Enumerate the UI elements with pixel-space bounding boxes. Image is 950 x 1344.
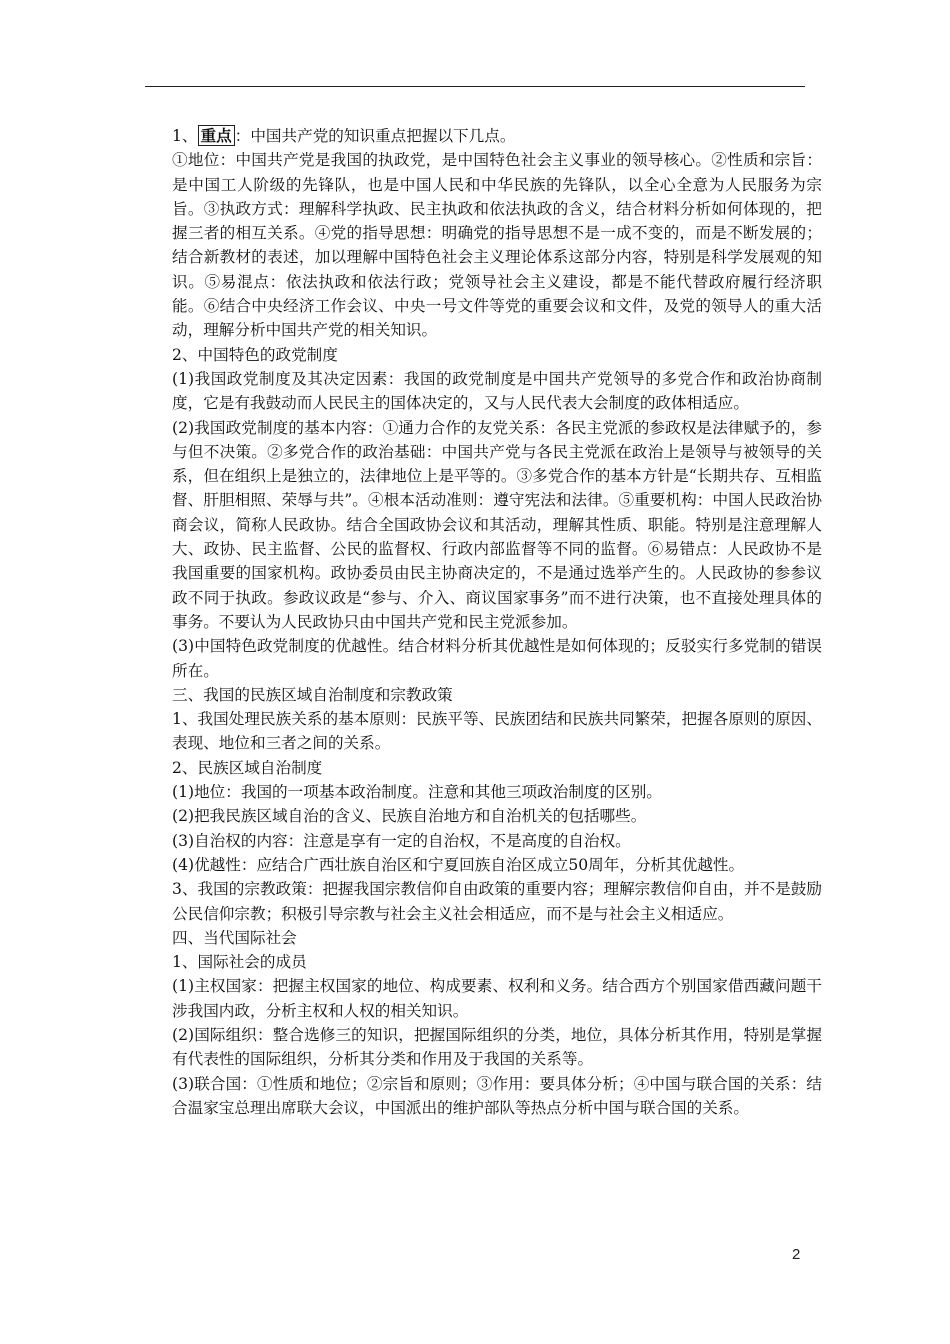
heading-text: ：中国共产党的知识重点把握以下几点。 [234, 127, 516, 145]
key-point-box: 重点 [198, 125, 235, 146]
section-heading: 2、中国特色的政党制度 [172, 345, 338, 364]
page-number: 2 [792, 1246, 801, 1263]
paragraph: (1)我国政党制度及其决定因素：我国的政党制度是中国共产党领导的多党合作和政治协商制度，它是有我鼓动而人民民主的国体决定的，又与人民代表大会制度的政体相适应。 [172, 369, 822, 413]
section-heading: 四、当代国际社会 [172, 928, 297, 947]
list-item: (3)自治权的内容：注意是享有一定的自治权，不是高度的自治权。 [172, 831, 631, 850]
paragraph: (1)主权国家：把握主权国家的地位、构成要素、权利和义务。结合西方个别国家借西藏问题干涉我国内政，分析主权和人权的相关知识。 [172, 977, 822, 1020]
paragraph: (2)国际组织：整合选修三的知识，把握国际组织的分类，地位，具体分析其作用，特别是掌握有代表性的国际组织，分析其分类和作用及于我国的关系等。 [172, 1025, 822, 1069]
paragraph-heading-key-points [172, 124, 822, 148]
list-item: (4)优越性：应结合广西壮族自治区和宁夏回族自治区成立50周年，分析其优越性。 [172, 855, 745, 874]
section-heading: 三、我国的民族区域自治制度和宗教政策 [172, 685, 453, 704]
section-heading: 2、民族区域自治制度 [172, 758, 323, 777]
header-rule [145, 86, 805, 87]
heading-number: 1、 [172, 127, 198, 145]
paragraph: (2)我国政党制度的基本内容：①通力合作的友党关系：各民主党派的参政权是法律赋予的，参与但不决策。②多党合作的政治基础：中国共产党与各民主党派在政治上是领导与被领导的关系，但在组织上是独立的，法律地位上是平等的。③多党合作的基本方针是“长期共存、互相监督、肝胆相照、荣辱与共”。④根本活动准则：遵守宪法和法律。⑤重要机构：中国人民政治协商会议，简称人民政协。结合全国政协会议和其活动，理解其性质、职能。特别是注意理解人大、政协、民主监督、公民的监督权、行政内部监督等不同的监督。⑥易错点：人民政协不是我国重要的国家机构。政协委员由民主协商决定的，不是通过选举产生的。人民政协的参参议政不同于执政。参政议政是“参与、介入、商议国家事务”而不进行决策，也不直接处理具体的事务。不要认为人民政协只由中国共产党和民主党派参加。 [172, 418, 822, 631]
paragraph: 3、我国的宗教政策：把握我国宗教信仰自由政策的重要内容；理解宗教信仰自由，并不是鼓励公民信仰宗教；积极引导宗教与社会主义社会相适应，而不是与社会主义相适应。 [172, 880, 822, 923]
paragraph: 1、我国处理民族关系的基本原则：民族平等、民族团结和民族共同繁荣，把握各原则的原因、表现、地位和三者之间的关系。 [172, 710, 822, 753]
paragraph: ①地位：中国共产党是我国的执政党，是中国特色社会主义事业的领导核心。②性质和宗旨：是中国工人阶级的先锋队，也是中国人民和中华民族的先锋队，以全心全意为人民服务为宗旨。③执政方式：理解科学执政、民主执政和依法执政的含义，结合材料分析如何体现的，把握三者的相互关系。④党的指导思想：明确党的指导思想不是一成不变的，而是不断发展的；结合新教材的表述，加以理解中国特色社会主义理论体系这部分内容，特别是科学发展观的知识。⑤易混点：依法执政和依法行政；党领导社会主义建设，都是不能代替政府履行经济职能。⑥结合中央经济工作会议、中央一号文件等党的重要会议和文件，及党的领导人的重大活动，理解分析中国共产党的相关知识。 [172, 151, 822, 340]
document-body [172, 124, 822, 1120]
paragraph: (3)联合国：①性质和地位；②宗旨和原则；③作用：要具体分析；④中国与联合国的关系：结合温家宝总理出席联大会议，中国派出的维护部队等热点分析中国与联合国的关系。 [172, 1074, 822, 1117]
list-item: (2)把我民族区域自治的含义、民族自治地方和自治机关的包括哪些。 [172, 807, 647, 826]
section-heading: 1、国际社会的成员 [172, 953, 307, 972]
paragraph: (3)中国特色政党制度的优越性。结合材料分析其优越性是如何体现的；反驳实行多党制的错误所在。 [172, 637, 822, 680]
list-item: (1)地位：我国的一项基本政治制度。注意和其他三项政治制度的区别。 [172, 783, 662, 802]
